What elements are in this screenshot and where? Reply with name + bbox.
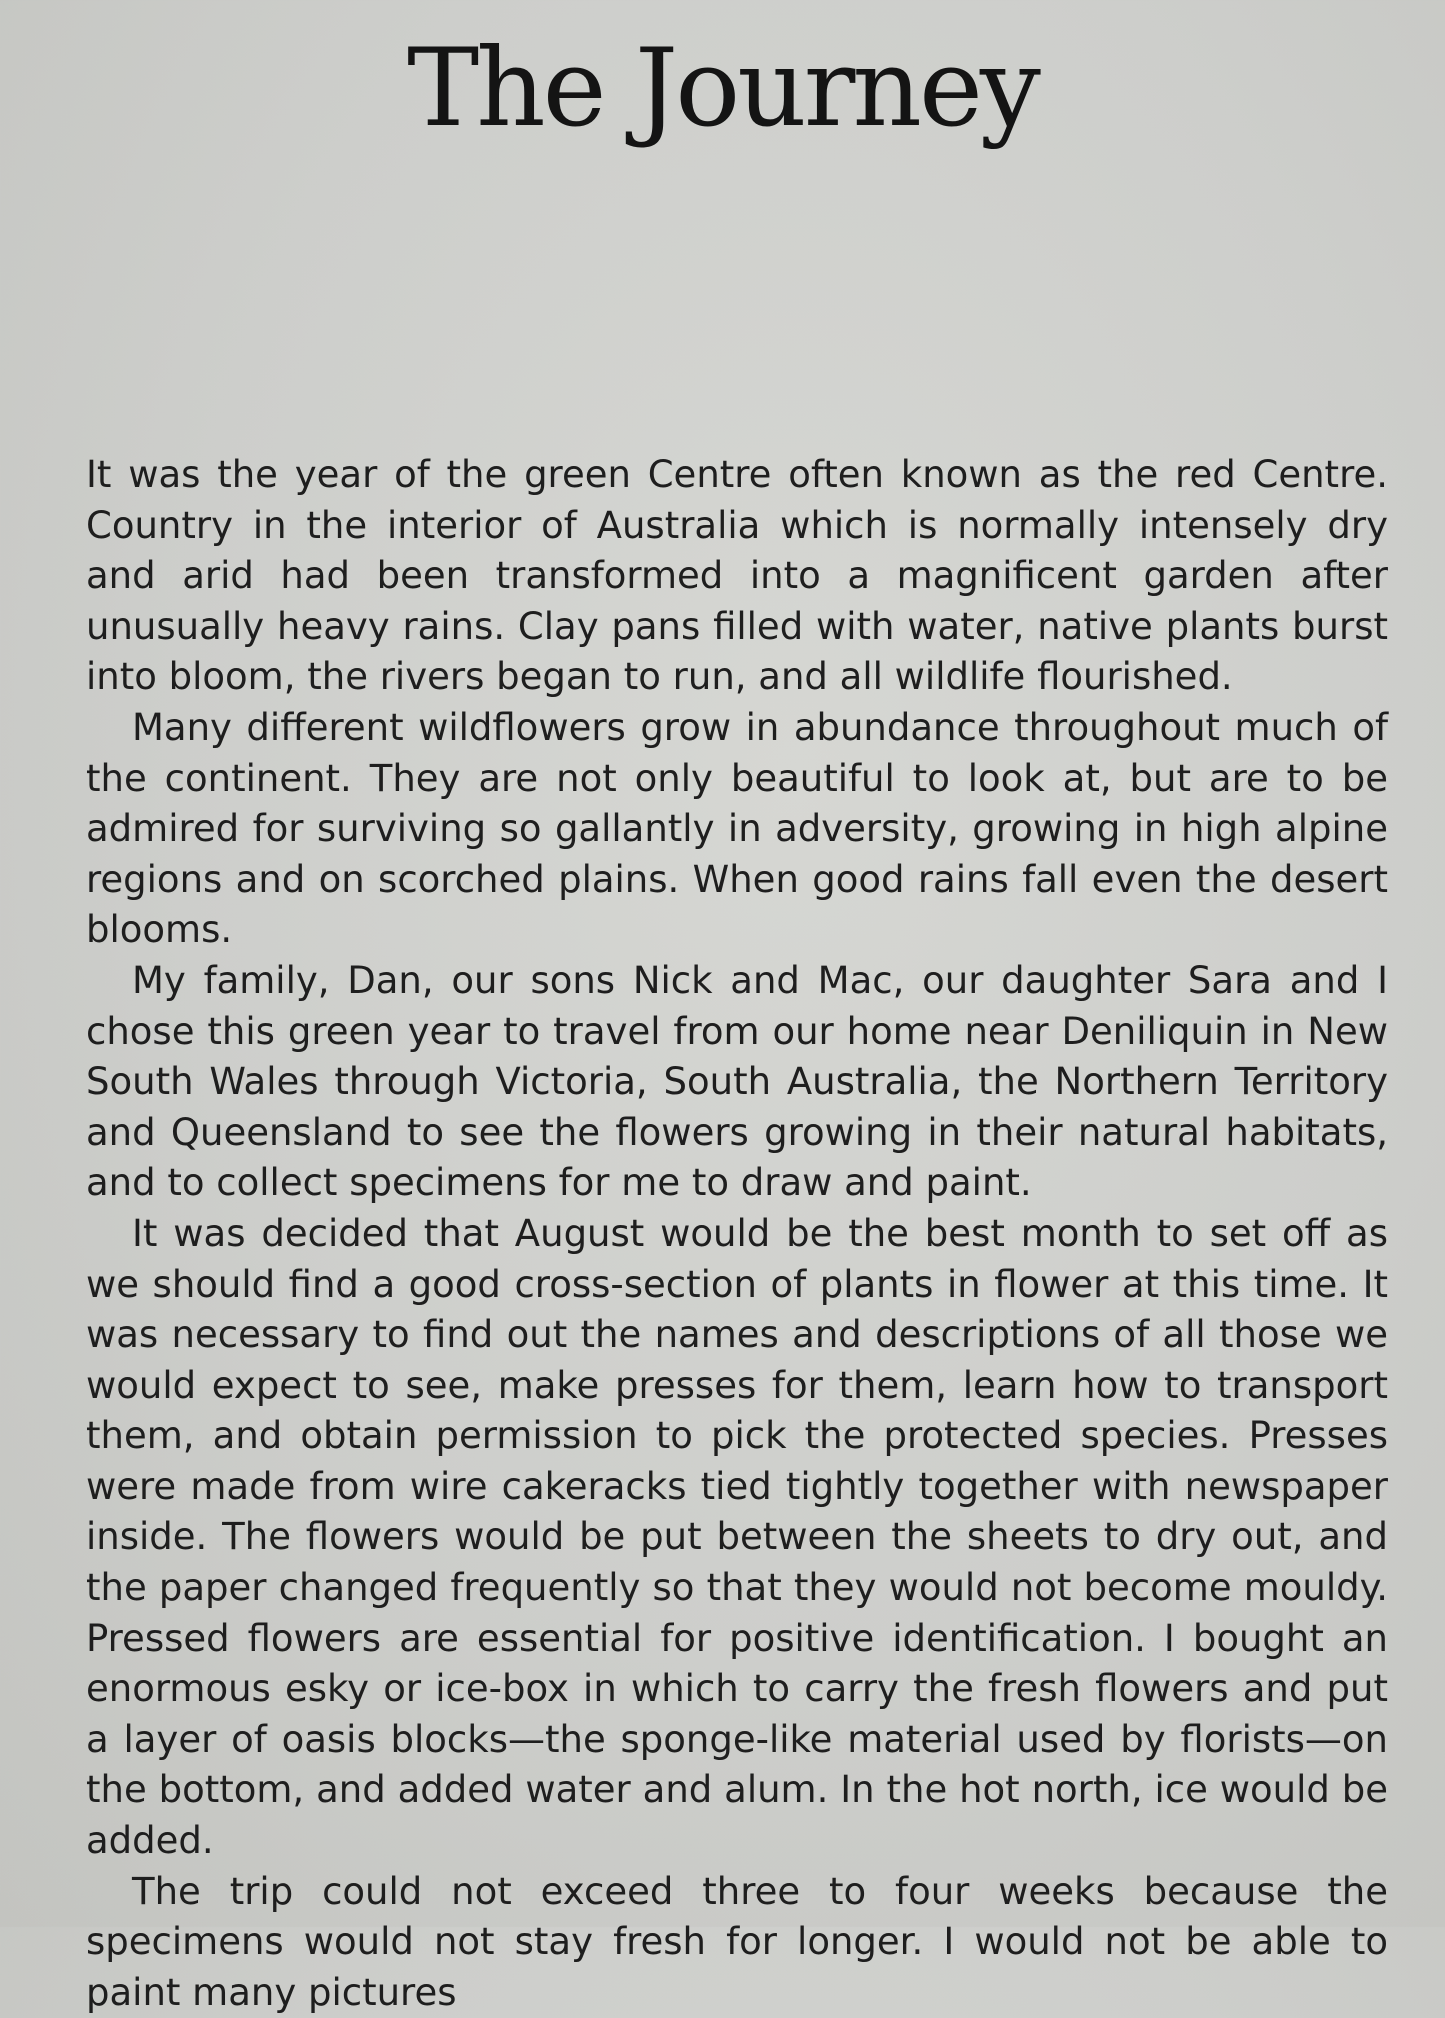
body-text — [86, 450, 1388, 2018]
paragraph-1: It was the year of the green Centre often known as the red Centre. Country in the interior of Australia which is normally intensely dry and arid had been transformed into a magnificent garden after unusually heavy rains. Clay pans filled with water, native plants burst into bloom, the rivers began to run, and all wildlife flourished. — [86, 453, 1388, 699]
paragraph-5: The trip could not exceed three to four weeks because the specimens would not stay fresh for longer. I would not be able to paint many pictures — [86, 1869, 1388, 2014]
page-title: The Journey — [407, 26, 1038, 151]
paragraph-2: Many different wildflowers grow in abundance throughout much of the continent. They are not only beautiful to look at, but are to be admired for surviving so gallantly in adversity, growing in high alpine regions and on scorched plains. When good rains fall even the desert blooms. — [86, 705, 1388, 952]
paragraph-3: My family, Dan, our sons Nick and Mac, our daughter Sara and I chose this green year to travel from our home near Deniliquin in New South Wales through Victoria, South Australia, the Northern Territory and Queensland to see the flowers growing in their natural habitats, and to collect specimens for me to draw and paint. — [86, 958, 1388, 1205]
paragraph-4: It was decided that August would be the best month to set off as we should find a good cross-section of plants in flower at this time. It was necessary to find out the names and descriptions of all those we would expect to see, make presses for them, learn how to transport them, and obtain permission to pick the protected species. Presses were made from wire cakeracks tied tightly together with newspaper inside. The flowers would be put between the sheets to dry out, and the paper changed frequently so that they would not become mouldy. Pressed flowers are essential for positive identification. I bought an enormous esky or ice-box in which to carry the fresh flowers and put a layer of oasis blocks—the sponge-like material used by florists—on the bottom, and added water and alum. In the hot north, ice would be added. — [86, 1211, 1388, 1863]
